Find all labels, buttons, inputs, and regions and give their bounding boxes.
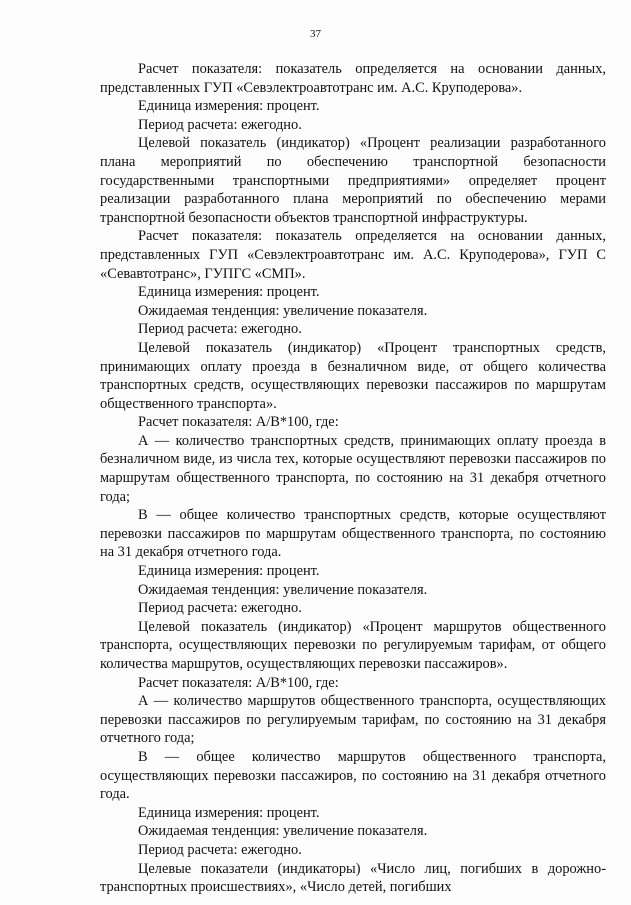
- paragraph: Целевой показатель (индикатор) «Процент реализации разработанного плана мероприятий по обеспечению транспортной безопасности государственными транспортными предприятиями» определяет процент реализации разработанного плана мероприятий по обеспечению мерами транспортной безопасности объектов транспортной инфраструктуры.: [100, 135, 606, 226]
- paragraph: Целевые показатели (индикаторы) «Число лиц, погибших в дорожно-транспортных происшествиях», «Число детей, погибших: [100, 860, 606, 896]
- paragraph: А — количество транспортных средств, принимающих оплату проезда в безналичном виде, из числа тех, которые осуществляют перевозки пассажиров по маршрутам общественного транспорта, по состоянию на 31 декабря отчетного года;: [100, 432, 606, 505]
- paragraph: Единица измерения: процент.: [138, 563, 320, 580]
- paragraph: Ожидаемая тенденция: увеличение показателя.: [138, 823, 428, 840]
- paragraph: Целевой показатель (индикатор) «Процент маршрутов общественного транспорта, осуществляющих перевозки по регулируемым тарифам, от общего количества маршрутов, осуществляющих перевозки пассажиров».: [100, 618, 606, 672]
- paragraph: Период расчета: ежегодно.: [138, 116, 302, 133]
- body-text: [100, 60, 606, 897]
- paragraph: Целевой показатель (индикатор) «Процент транспортных средств, принимающих оплату проезда в безналичном виде, от общего количества транспортных средств, осуществляющих перевозки пассажиров по маршрутам общественного транспорта».: [100, 339, 606, 412]
- paragraph: Период расчета: ежегодно.: [138, 321, 302, 338]
- paragraph: Период расчета: ежегодно.: [138, 600, 302, 617]
- paragraph: В — общее количество транспортных средств, которые осуществляют перевозки пассажиров по маршрутам общественного транспорта, по состоянию на 31 декабря отчетного года.: [100, 507, 606, 561]
- paragraph: Расчет показателя: А/В*100, где:: [138, 674, 339, 691]
- page-number: 37: [310, 28, 321, 40]
- paragraph: Расчет показателя: показатель определяется на основании данных, представленных ГУП «Севэлектроавтотранс им. А.С. Круподерова», ГУП С «Севавтотранс», ГУПГС «СМП».: [100, 228, 606, 282]
- paragraph: Расчет показателя: показатель определяется на основании данных, представленных ГУП «Севэлектроавтотранс им. А.С. Круподерова».: [100, 61, 606, 96]
- paragraph: Ожидаемая тенденция: увеличение показателя.: [138, 302, 428, 319]
- paragraph: А — количество маршрутов общественного транспорта, осуществляющих перевозки пассажиров по регулируемым тарифам, по состоянию на 31 декабря отчетного года;: [100, 693, 606, 747]
- paragraph: Единица измерения: процент.: [138, 804, 320, 821]
- paragraph: Единица измерения: процент.: [138, 284, 320, 301]
- paragraph: Единица измерения: процент.: [138, 98, 320, 115]
- paragraph: Период расчета: ежегодно.: [138, 841, 302, 858]
- paragraph: Ожидаемая тенденция: увеличение показателя.: [138, 581, 428, 598]
- paragraph: Расчет показателя: А/В*100, где:: [138, 414, 339, 431]
- paragraph: В — общее количество маршрутов общественного транспорта, осуществляющих перевозки пассажиров, по состоянию на 31 декабря отчетного года.: [100, 748, 606, 803]
